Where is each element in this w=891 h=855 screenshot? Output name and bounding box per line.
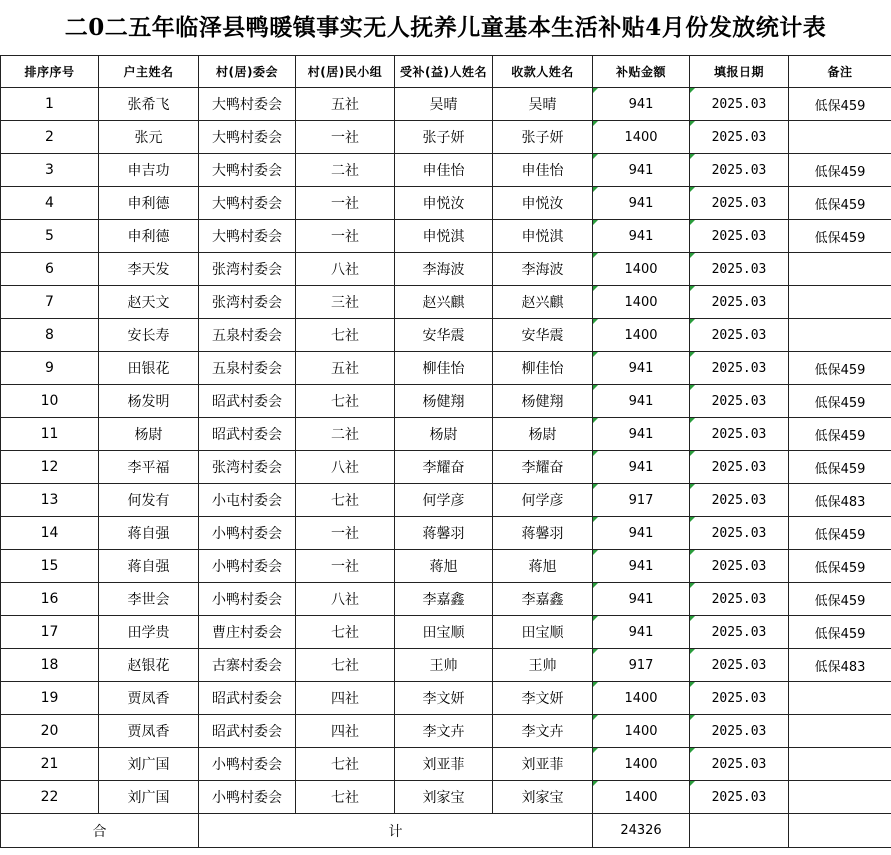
note-cell[interactable]: 低保459 (789, 352, 891, 385)
row-no-cell[interactable]: 18 (1, 649, 99, 682)
payee-name-cell[interactable]: 何学彦 (493, 484, 593, 517)
household-head-cell[interactable]: 蒋自强 (99, 550, 199, 583)
village-committee-cell[interactable]: 张湾村委会 (199, 253, 296, 286)
table-row (1, 484, 891, 517)
village-committee-cell[interactable]: 小鸭村委会 (199, 583, 296, 616)
table-row (1, 781, 891, 814)
beneficiary-name-cell[interactable]: 李文妍 (395, 682, 493, 715)
row-no-cell[interactable]: 15 (1, 550, 99, 583)
amount-cell[interactable]: 941 (593, 616, 690, 649)
date-cell[interactable]: 2025.03 (690, 748, 789, 781)
payee-name-cell[interactable]: 李文妍 (493, 682, 593, 715)
village-committee-cell[interactable]: 张湾村委会 (199, 451, 296, 484)
beneficiary-name-cell[interactable]: 申悦淇 (395, 220, 493, 253)
header-cell-village[interactable]: 村(居)委会 (199, 56, 296, 88)
amount-cell[interactable]: 1400 (593, 319, 690, 352)
payee-name-cell[interactable]: 张子妍 (493, 121, 593, 154)
village-group-cell[interactable]: 八社 (296, 451, 395, 484)
table-row (1, 748, 891, 781)
date-cell[interactable]: 2025.03 (690, 385, 789, 418)
row-no-cell[interactable]: 8 (1, 319, 99, 352)
village-group-cell[interactable]: 一社 (296, 550, 395, 583)
amount-cell[interactable]: 941 (593, 550, 690, 583)
village-committee-cell[interactable]: 古寨村委会 (199, 649, 296, 682)
village-group-cell[interactable]: 一社 (296, 220, 395, 253)
date-cell[interactable]: 2025.03 (690, 121, 789, 154)
beneficiary-name-cell[interactable]: 杨尉 (395, 418, 493, 451)
date-cell[interactable]: 2025.03 (690, 253, 789, 286)
row-no-cell[interactable]: 12 (1, 451, 99, 484)
payee-name-cell[interactable]: 李海波 (493, 253, 593, 286)
amount-cell[interactable]: 941 (593, 187, 690, 220)
payee-name-cell[interactable]: 李文卉 (493, 715, 593, 748)
note-cell[interactable]: 低保459 (789, 550, 891, 583)
row-no-cell[interactable]: 21 (1, 748, 99, 781)
amount-cell[interactable]: 917 (593, 649, 690, 682)
payee-name-cell[interactable]: 吴晴 (493, 88, 593, 121)
page-title: 二0二五年临泽县鸭暖镇事实无人抚养儿童基本生活补贴4月份发放统计表 (64, 14, 827, 41)
village-group-cell[interactable]: 七社 (296, 649, 395, 682)
household-head-cell[interactable]: 刘广国 (99, 781, 199, 814)
note-cell[interactable] (789, 781, 891, 814)
date-cell[interactable]: 2025.03 (690, 88, 789, 121)
household-head-cell[interactable]: 蒋自强 (99, 517, 199, 550)
household-head-cell[interactable]: 张元 (99, 121, 199, 154)
payee-name-cell[interactable]: 杨健翔 (493, 385, 593, 418)
table-row (1, 583, 891, 616)
note-cell[interactable]: 低保483 (789, 649, 891, 682)
table-row (1, 418, 891, 451)
row-no-cell[interactable]: 2 (1, 121, 99, 154)
payee-name-cell[interactable]: 田宝顺 (493, 616, 593, 649)
header-cell-no[interactable]: 排序序号 (1, 56, 99, 88)
payee-name-cell[interactable]: 李耀奋 (493, 451, 593, 484)
note-cell[interactable]: 低保483 (789, 484, 891, 517)
note-cell[interactable] (789, 253, 891, 286)
note-cell[interactable]: 低保459 (789, 583, 891, 616)
row-no-cell[interactable]: 17 (1, 616, 99, 649)
note-cell[interactable]: 低保459 (789, 616, 891, 649)
payee-name-cell[interactable]: 王帅 (493, 649, 593, 682)
village-committee-cell[interactable]: 大鸭村委会 (199, 88, 296, 121)
payee-name-cell[interactable]: 申悦汝 (493, 187, 593, 220)
village-group-cell[interactable]: 四社 (296, 682, 395, 715)
amount-cell[interactable]: 917 (593, 484, 690, 517)
note-cell[interactable] (789, 319, 891, 352)
household-head-cell[interactable]: 申利德 (99, 220, 199, 253)
village-group-cell[interactable]: 三社 (296, 286, 395, 319)
beneficiary-name-cell[interactable]: 李海波 (395, 253, 493, 286)
table-row (1, 253, 891, 286)
village-committee-cell[interactable]: 昭武村委会 (199, 715, 296, 748)
beneficiary-name-cell[interactable]: 赵兴麒 (395, 286, 493, 319)
village-group-cell[interactable]: 一社 (296, 187, 395, 220)
row-no-cell[interactable]: 19 (1, 682, 99, 715)
household-head-cell[interactable]: 杨尉 (99, 418, 199, 451)
village-group-cell[interactable]: 一社 (296, 121, 395, 154)
row-no-cell[interactable]: 3 (1, 154, 99, 187)
payee-name-cell[interactable]: 刘亚菲 (493, 748, 593, 781)
row-no-cell[interactable]: 20 (1, 715, 99, 748)
household-head-cell[interactable]: 何发有 (99, 484, 199, 517)
note-cell[interactable]: 低保459 (789, 88, 891, 121)
payee-name-cell[interactable]: 蒋馨羽 (493, 517, 593, 550)
village-group-cell[interactable]: 七社 (296, 748, 395, 781)
note-cell[interactable]: 低保459 (789, 154, 891, 187)
village-group-cell[interactable]: 七社 (296, 385, 395, 418)
header-cell-amount[interactable]: 补贴金额 (593, 56, 690, 88)
row-no-cell[interactable]: 6 (1, 253, 99, 286)
village-group-cell[interactable]: 七社 (296, 319, 395, 352)
village-group-cell[interactable]: 七社 (296, 616, 395, 649)
household-head-cell[interactable]: 安长寿 (99, 319, 199, 352)
village-committee-cell[interactable]: 五泉村委会 (199, 352, 296, 385)
date-cell[interactable]: 2025.03 (690, 682, 789, 715)
amount-cell[interactable]: 941 (593, 385, 690, 418)
amount-cell[interactable]: 1400 (593, 781, 690, 814)
payee-name-cell[interactable]: 刘家宝 (493, 781, 593, 814)
note-cell[interactable]: 低保459 (789, 385, 891, 418)
total-amount-cell[interactable]: 24326 (593, 814, 690, 848)
beneficiary-name-cell[interactable]: 李文卉 (395, 715, 493, 748)
row-no-cell[interactable]: 14 (1, 517, 99, 550)
note-cell[interactable] (789, 121, 891, 154)
table-row (1, 88, 891, 121)
amount-cell[interactable]: 941 (593, 583, 690, 616)
amount-cell[interactable]: 1400 (593, 682, 690, 715)
table-row (1, 649, 891, 682)
date-cell[interactable]: 2025.03 (690, 583, 789, 616)
header-cell-payee[interactable]: 收款人姓名 (493, 56, 593, 88)
table-row (1, 121, 891, 154)
village-committee-cell[interactable]: 小屯村委会 (199, 484, 296, 517)
village-group-cell[interactable]: 八社 (296, 583, 395, 616)
payee-name-cell[interactable]: 赵兴麒 (493, 286, 593, 319)
note-cell[interactable] (789, 748, 891, 781)
total-label-left[interactable]: 合 (1, 814, 199, 848)
payee-name-cell[interactable]: 安华震 (493, 319, 593, 352)
beneficiary-name-cell[interactable]: 王帅 (395, 649, 493, 682)
amount-cell[interactable]: 1400 (593, 286, 690, 319)
household-head-cell[interactable]: 贾凤香 (99, 715, 199, 748)
village-committee-cell[interactable]: 大鸭村委会 (199, 220, 296, 253)
payee-name-cell[interactable]: 蒋旭 (493, 550, 593, 583)
village-committee-cell[interactable]: 大鸭村委会 (199, 154, 296, 187)
header-cell-note[interactable]: 备注 (789, 56, 891, 88)
village-committee-cell[interactable]: 大鸭村委会 (199, 121, 296, 154)
household-head-cell[interactable]: 李平福 (99, 451, 199, 484)
amount-cell[interactable]: 1400 (593, 121, 690, 154)
household-head-cell[interactable]: 申利德 (99, 187, 199, 220)
beneficiary-name-cell[interactable]: 何学彦 (395, 484, 493, 517)
beneficiary-name-cell[interactable]: 吴晴 (395, 88, 493, 121)
table-row (1, 319, 891, 352)
payee-name-cell[interactable]: 柳佳怡 (493, 352, 593, 385)
date-cell[interactable]: 2025.03 (690, 715, 789, 748)
payee-name-cell[interactable]: 李嘉鑫 (493, 583, 593, 616)
household-head-cell[interactable]: 张希飞 (99, 88, 199, 121)
header-cell-group[interactable]: 村(居)民小组 (296, 56, 395, 88)
row-no-cell[interactable]: 16 (1, 583, 99, 616)
note-cell[interactable]: 低保459 (789, 517, 891, 550)
village-committee-cell[interactable]: 张湾村委会 (199, 286, 296, 319)
table-row (1, 550, 891, 583)
row-no-cell[interactable]: 5 (1, 220, 99, 253)
village-committee-cell[interactable]: 曹庄村委会 (199, 616, 296, 649)
beneficiary-name-cell[interactable]: 蒋馨羽 (395, 517, 493, 550)
table-row (1, 385, 891, 418)
beneficiary-name-cell[interactable]: 安华震 (395, 319, 493, 352)
beneficiary-name-cell[interactable]: 田宝顺 (395, 616, 493, 649)
amount-cell[interactable]: 941 (593, 418, 690, 451)
header-cell-head[interactable]: 户主姓名 (99, 56, 199, 88)
village-group-cell[interactable]: 七社 (296, 781, 395, 814)
village-group-cell[interactable]: 八社 (296, 253, 395, 286)
household-head-cell[interactable]: 刘广国 (99, 748, 199, 781)
row-no-cell[interactable]: 4 (1, 187, 99, 220)
household-head-cell[interactable]: 赵银花 (99, 649, 199, 682)
table-row (1, 715, 891, 748)
household-head-cell[interactable]: 申吉功 (99, 154, 199, 187)
table-row (1, 187, 891, 220)
payee-name-cell[interactable]: 杨尉 (493, 418, 593, 451)
beneficiary-name-cell[interactable]: 刘家宝 (395, 781, 493, 814)
village-group-cell[interactable]: 七社 (296, 484, 395, 517)
village-committee-cell[interactable]: 大鸭村委会 (199, 187, 296, 220)
village-committee-cell[interactable]: 昭武村委会 (199, 682, 296, 715)
beneficiary-name-cell[interactable]: 李耀奋 (395, 451, 493, 484)
village-group-cell[interactable]: 二社 (296, 418, 395, 451)
total-date-cell[interactable] (690, 814, 789, 848)
row-no-cell[interactable]: 7 (1, 286, 99, 319)
note-cell[interactable]: 低保459 (789, 187, 891, 220)
household-head-cell[interactable]: 李天发 (99, 253, 199, 286)
row-no-cell[interactable]: 1 (1, 88, 99, 121)
village-group-cell[interactable]: 二社 (296, 154, 395, 187)
village-committee-cell[interactable]: 小鸭村委会 (199, 517, 296, 550)
beneficiary-name-cell[interactable]: 柳佳怡 (395, 352, 493, 385)
beneficiary-name-cell[interactable]: 杨健翔 (395, 385, 493, 418)
header-row (1, 56, 891, 88)
note-cell[interactable]: 低保459 (789, 418, 891, 451)
table-row (1, 352, 891, 385)
amount-cell[interactable]: 941 (593, 88, 690, 121)
date-cell[interactable]: 2025.03 (690, 187, 789, 220)
table-row (1, 682, 891, 715)
date-cell[interactable]: 2025.03 (690, 220, 789, 253)
date-cell[interactable]: 2025.03 (690, 616, 789, 649)
row-no-cell[interactable]: 9 (1, 352, 99, 385)
note-cell[interactable]: 低保459 (789, 451, 891, 484)
household-head-cell[interactable]: 田银花 (99, 352, 199, 385)
table-row (1, 517, 891, 550)
beneficiary-name-cell[interactable]: 申悦汝 (395, 187, 493, 220)
village-committee-cell[interactable]: 小鸭村委会 (199, 748, 296, 781)
beneficiary-name-cell[interactable]: 刘亚菲 (395, 748, 493, 781)
total-row (1, 814, 891, 848)
date-cell[interactable]: 2025.03 (690, 451, 789, 484)
village-committee-cell[interactable]: 五泉村委会 (199, 319, 296, 352)
household-head-cell[interactable]: 田学贵 (99, 616, 199, 649)
date-cell[interactable]: 2025.03 (690, 781, 789, 814)
beneficiary-name-cell[interactable]: 申佳怡 (395, 154, 493, 187)
table-row (1, 220, 891, 253)
header-cell-date[interactable]: 填报日期 (690, 56, 789, 88)
village-committee-cell[interactable]: 小鸭村委会 (199, 550, 296, 583)
table-row (1, 616, 891, 649)
village-group-cell[interactable]: 一社 (296, 517, 395, 550)
household-head-cell[interactable]: 赵天文 (99, 286, 199, 319)
table-row (1, 451, 891, 484)
amount-cell[interactable]: 941 (593, 451, 690, 484)
note-cell[interactable] (789, 682, 891, 715)
note-cell[interactable] (789, 286, 891, 319)
date-cell[interactable]: 2025.03 (690, 286, 789, 319)
date-cell[interactable]: 2025.03 (690, 154, 789, 187)
row-no-cell[interactable]: 11 (1, 418, 99, 451)
beneficiary-name-cell[interactable]: 张子妍 (395, 121, 493, 154)
amount-cell[interactable]: 941 (593, 517, 690, 550)
row-no-cell[interactable]: 22 (1, 781, 99, 814)
village-committee-cell[interactable]: 昭武村委会 (199, 385, 296, 418)
date-cell[interactable]: 2025.03 (690, 352, 789, 385)
row-no-cell[interactable]: 13 (1, 484, 99, 517)
amount-cell[interactable]: 1400 (593, 748, 690, 781)
amount-cell[interactable]: 1400 (593, 715, 690, 748)
note-cell[interactable]: 低保459 (789, 220, 891, 253)
beneficiary-name-cell[interactable]: 蒋旭 (395, 550, 493, 583)
header-cell-beneficiary[interactable]: 受补(益)人姓名 (395, 56, 493, 88)
date-cell[interactable]: 2025.03 (690, 550, 789, 583)
payee-name-cell[interactable]: 申佳怡 (493, 154, 593, 187)
date-cell[interactable]: 2025.03 (690, 649, 789, 682)
table-row (1, 286, 891, 319)
total-label-right[interactable]: 计 (199, 814, 593, 848)
note-cell[interactable] (789, 715, 891, 748)
village-group-cell[interactable]: 五社 (296, 352, 395, 385)
total-note-cell[interactable] (789, 814, 891, 848)
row-no-cell[interactable]: 10 (1, 385, 99, 418)
date-cell[interactable]: 2025.03 (690, 319, 789, 352)
beneficiary-name-cell[interactable]: 李嘉鑫 (395, 583, 493, 616)
payee-name-cell[interactable]: 申悦淇 (493, 220, 593, 253)
date-cell[interactable]: 2025.03 (690, 418, 789, 451)
amount-cell[interactable]: 941 (593, 352, 690, 385)
subsidy-table (0, 55, 891, 848)
village-committee-cell[interactable]: 昭武村委会 (199, 418, 296, 451)
amount-cell[interactable]: 1400 (593, 253, 690, 286)
amount-cell[interactable]: 941 (593, 220, 690, 253)
village-committee-cell[interactable]: 小鸭村委会 (199, 781, 296, 814)
household-head-cell[interactable]: 贾凤香 (99, 682, 199, 715)
village-group-cell[interactable]: 四社 (296, 715, 395, 748)
household-head-cell[interactable]: 杨发明 (99, 385, 199, 418)
household-head-cell[interactable]: 李世会 (99, 583, 199, 616)
village-group-cell[interactable]: 五社 (296, 88, 395, 121)
table-row (1, 154, 891, 187)
amount-cell[interactable]: 941 (593, 154, 690, 187)
date-cell[interactable]: 2025.03 (690, 517, 789, 550)
date-cell[interactable]: 2025.03 (690, 484, 789, 517)
